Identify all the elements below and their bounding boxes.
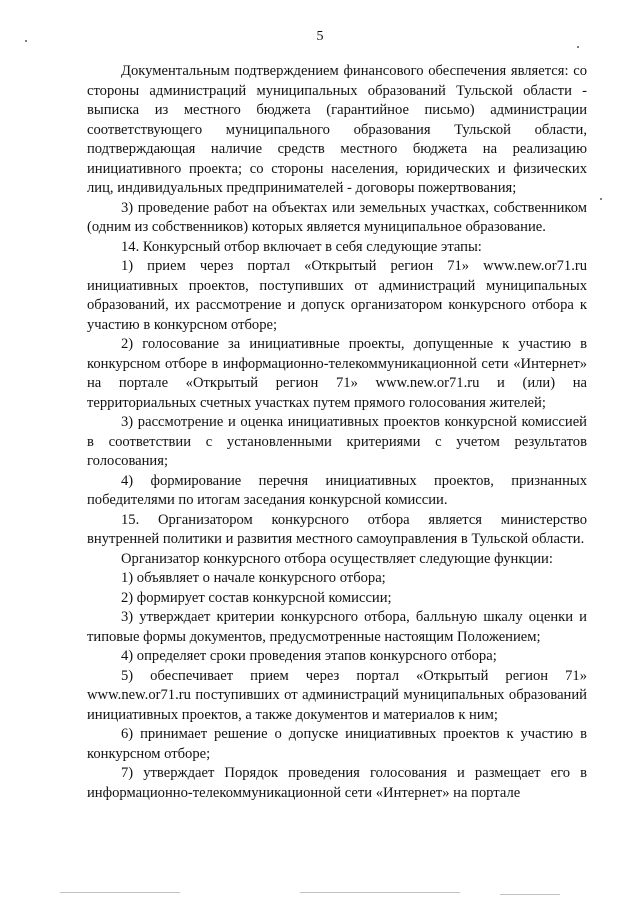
paragraph-function-4: 4) определяет сроки проведения этапов конкурсного отбора; <box>121 648 497 664</box>
scan-edge-mark <box>60 892 180 893</box>
paragraph-stage-4: 4) формирование перечня инициативных проектов, признанных победителями по итогам заседания конкурсной комиссии. <box>87 472 587 508</box>
paragraph-function-2: 2) формирует состав конкурсной комиссии; <box>121 589 392 606</box>
document-body <box>87 62 587 803</box>
paragraph-stage-1: 1) прием через портал «Открытый регион 71» www.new.or71.ru инициативных проектов, поступивших от администраций муниципальных образований, их рассмотрение и допуск организатором конкурсного отбора к участию в конкурсном отборе; <box>87 258 587 333</box>
paragraph-stage-3: 3) рассмотрение и оценка инициативных проектов конкурсной комиссией в соответствии с установленными критериями с учетом результатов голосования; <box>87 414 587 469</box>
paragraph-function-6: 6) принимает решение о допуске инициативных проектов к участию в конкурсном отборе; <box>87 726 587 762</box>
paragraph-financial-confirmation: Документальным подтверждением финансового обеспечения является: со стороны администраций муниципальных образований Тульской области - выписка из местного бюджета (гарантийное письмо) администрации соответствующего муниципального образования Тульской области, подтверждающая наличие средств местного бюджета на реализацию инициативного проекта; со стороны населения, юридических и физических лиц, индивидуальных предпринимателей - договоры пожертвования; <box>87 63 587 196</box>
paragraph-organizer-functions: Организатор конкурсного отбора осуществляет следующие функции: <box>121 550 553 567</box>
paragraph-function-5: 5) обеспечивает прием через портал «Открытый регион 71» www.new.or71.ru поступивших от администраций муниципальных образований инициативных проектов, а также документов и материалов к ним; <box>87 667 587 723</box>
scan-speck <box>25 40 27 42</box>
paragraph-section-14: 14. Конкурсный отбор включает в себя следующие этапы: <box>121 238 482 255</box>
paragraph-stage-2: 2) голосование за инициативные проекты, допущенные к участию в конкурсном отборе в информационно-телекоммуникационной сети «Интернет» на портале «Открытый регион 71» www.new.or71.ru и (или) на территориальных счетных участках путем прямого голосования жителей; <box>87 336 587 411</box>
paragraph-section-15: 15. Организатором конкурсного отбора является министерство внутренней политики и развития местного самоуправления в Тульской области. <box>87 511 587 547</box>
scan-speck <box>577 46 579 48</box>
paragraph-function-7: 7) утверждает Порядок проведения голосования и размещает его в информационно-телекоммуникационной сети «Интернет» на портале <box>87 765 587 801</box>
scan-edge-mark <box>500 894 560 895</box>
paragraph-function-1: 1) объявляет о начале конкурсного отбора; <box>121 570 386 586</box>
paragraph-function-3: 3) утверждает критерии конкурсного отбора, балльную шкалу оценки и типовые формы документов, предусмотренные настоящим Положением; <box>87 609 587 645</box>
scan-edge-mark <box>300 892 460 893</box>
scan-speck <box>600 198 602 200</box>
page-number: 5 <box>316 29 324 44</box>
paragraph-item-3-works: 3) проведение работ на объектах или земельных участках, собственником (одним из собственников) которых является муниципальное образование. <box>87 199 587 235</box>
